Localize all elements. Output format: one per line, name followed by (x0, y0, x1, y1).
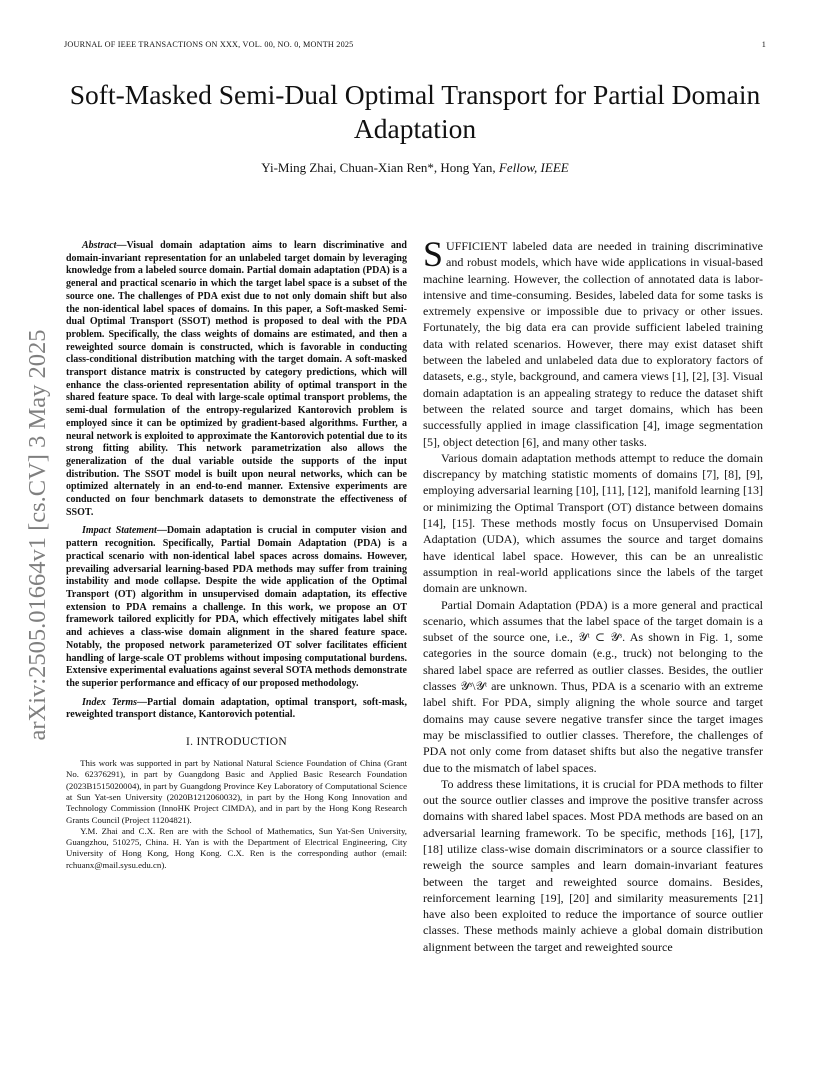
author-line (64, 160, 766, 176)
index-terms-label: Index Terms (82, 696, 138, 708)
running-header (64, 40, 766, 49)
abstract-text: —Visual domain adaptation aims to learn discriminative and domain-invariant representation for an unlabeled target domain by leveraging knowledge from a labeled source domain. Partial domain adaptation (PDA) is a general and practical scenario in which the target label space is a subset of the source one. The challenges of PDA exist due to not only domain shift but also the non-identical label spaces of domains. In this paper, a Soft-masked Semi-dual Optimal Transport (SSOT) method is proposed to deal with the PDA problem. Specifically, the class weights of domains are estimated, and then a reweighted source domain is constructed, which is favorable in conducting class-conditional distribution matching with the target domain. A soft-masked transport distance matrix is constructed by category predictions, which will enhance the class-oriented representation ability of optimal transport in the shared feature space. To deal with large-scale optimal transport problems, the semi-dual formulation of the entropy-regularized Kantorovich problem is employed since it can be optimized by gradient-based algorithms. Further, a neural network is exploited to approximate the Kantorovich potential due to its strong fitting ability. This network parametrization also allows the generalization of the dual variable outside the supports of the input distribution. The SSOT model is built upon neural networks, which can be optimized alternately in an end-to-end manner. Extensive experiments are conducted on four benchmark datasets to demonstrate the effectiveness of SSOT. (66, 240, 407, 518)
page-number: 1 (761, 40, 766, 49)
intro-paragraph-4: To address these limitations, it is crucial for PDA methods to filter out the source outlier classes and improve the positive transfer across domains with shared label spaces. Most PDA methods are based on an adversarial learning framework. To be specific, methods [16], [17], [18] utilize class-wise domain discriminators or a source classifier to reweigh the source samples and learn domain-invariant features between the target and reweighted source domains. Besides, reinforcement learning [19], [20] and similarity measurements [21] have also been exploited to reduce the importance of source outlier classes. These methods mainly achieve a global domain distribution alignment between the target and reweighted source (423, 776, 763, 954)
impact-statement (66, 525, 407, 690)
abstract (66, 240, 407, 519)
drop-cap: S (423, 234, 444, 274)
arxiv-stamp-text: arXiv:2505.01664v1 [cs.CV] 3 May 2025 (24, 329, 51, 741)
impact-label: Impact Statement (82, 525, 157, 537)
right-column (423, 234, 763, 955)
journal-name: JOURNAL OF IEEE TRANSACTIONS ON XXX, VOL. 00, NO. 0, MONTH 2025 (64, 40, 354, 49)
left-column (66, 240, 407, 871)
footnote-affiliations: Y.M. Zhai and C.X. Ren are with the School of Mathematics, Sun Yat-Sen University, Guangzhou, 510275, China. H. Yan is with the Department of Electrical Engineering, City University of Hong Kong, Hong Kong. C.X. Ren is the corresponding author (email: rchuanx@mail.sysu.edu.cn). (66, 825, 407, 870)
section-title: I. INTRODUCTION (186, 736, 287, 749)
author-fellow: Fellow, IEEE (498, 160, 569, 175)
index-terms-text: —Partial domain adaptation, optimal transport, soft-mask, reweighted transport distance, Kantorovich potential. (66, 696, 407, 721)
impact-text: —Domain adaptation is crucial in computer vision and pattern recognition. Specifically, Partial Domain Adaptation (PDA) is a practical scenario with non-identical label spaces across domains. However, prevailing adversarial learning-based PDA methods may suffer from training instability and mode collapse. Despite the wide application of the Optimal Transport (OT) algorithm in unsupervised domain adaptation, its effective extension to PDA remains a challenge. In this work, we propose an OT framework tailored explicitly for PDA, which effectively mitigates label shift and achieves a class-wise domain alignment in the shared feature space. Notably, the proposed network parameterized OT solver facilitates efficient handling of large-scale OT problems without imposing computational burdens. Extensive experimental evaluations against several SOTA methods demonstrate the superior performance and efficacy of our proposed methodology. (66, 525, 407, 689)
intro-paragraph-3: Partial Domain Adaptation (PDA) is a more general and practical scenario, which assumes that the label space of the target domain is a subset of the source one, i.e., 𝒴ᵗ ⊂ 𝒴ˢ. As shown in Fig. 1, some categories in the source domain (e.g., truck) not belonging to the shared label space are referred as outlier classes. Besides, the outlier classes 𝒴ˢ\𝒴ᵗ are unknown. Thus, PDA is a scenario with an extreme label shift. For PDA, simply aligning the whole source and target domains may cause severe negative transfer since the target images may be misclassified to outlier classes. Therefore, the challenges of PDA not only come from dataset shifts but also the negative transfer due to the mismatch of label spaces. (423, 597, 763, 775)
intro-paragraph-1 (423, 234, 763, 450)
author-names: Yi-Ming Zhai, Chuan-Xian Ren*, Hong Yan, (261, 160, 499, 175)
footnote-funding: This work was supported in part by National Natural Science Foundation of China (Grant No. 62376291), in part by Guangdong Basic and Applied Basic Research Foundation (2023B1515020004), in part by Guangdong Province Key Laboratory of Computational Science at Sun Yat-sen University (2020B1212060032), in part by the Hong Kong Innovation and Technology Commission (InnoHK Project CIMDA), and in part by the Hong Kong Research Grants Council (Project 11204821). (66, 758, 407, 825)
abstract-label: Abstract (82, 240, 117, 251)
arxiv-stamp (18, 300, 58, 770)
paper-title: Soft-Masked Semi-Dual Optimal Transport for Partial Domain Adaptation (69, 79, 761, 144)
index-terms (66, 697, 407, 722)
intro-p1-text: UFFICIENT labeled data are needed in training discriminative and robust models, which have wide applications in visual-based machine learning. However, the collection of annotated data is labor-intensive and time-consuming. Besides, labeled data for some tasks is extremely expensive or impossible due to privacy or other issues. Fortunately, the big data era can provide sufficient labeled training data with related scenarios. However, there may exist dataset shift between the labeled and unlabeled data due to exploratory factors of datasets, e.g., style, background, and camera views [1], [2], [3]. Visual domain adaptation is an appealing strategy to reduce the dataset shift between the related source and target domains, which has been successfully applied in image classification [4], image segmentation [5], object detection [6], and many other tasks. (423, 239, 763, 449)
intro-paragraph-2: Various domain adaptation methods attempt to reduce the domain discrepancy by matching statistic moments of domains [7], [8], [9], employing adversarial learning [10], [11], [12], manifold learning [13] or minimizing the Optimal Transport (OT) distance between domains [14], [15]. These methods mostly focus on Unsupervised Domain Adaptation (UDA), which assumes the source and target domains have identical label space. However, this can be an unrealistic assumption in real-world applications since the labels of the target domain are unknown. (423, 450, 763, 596)
